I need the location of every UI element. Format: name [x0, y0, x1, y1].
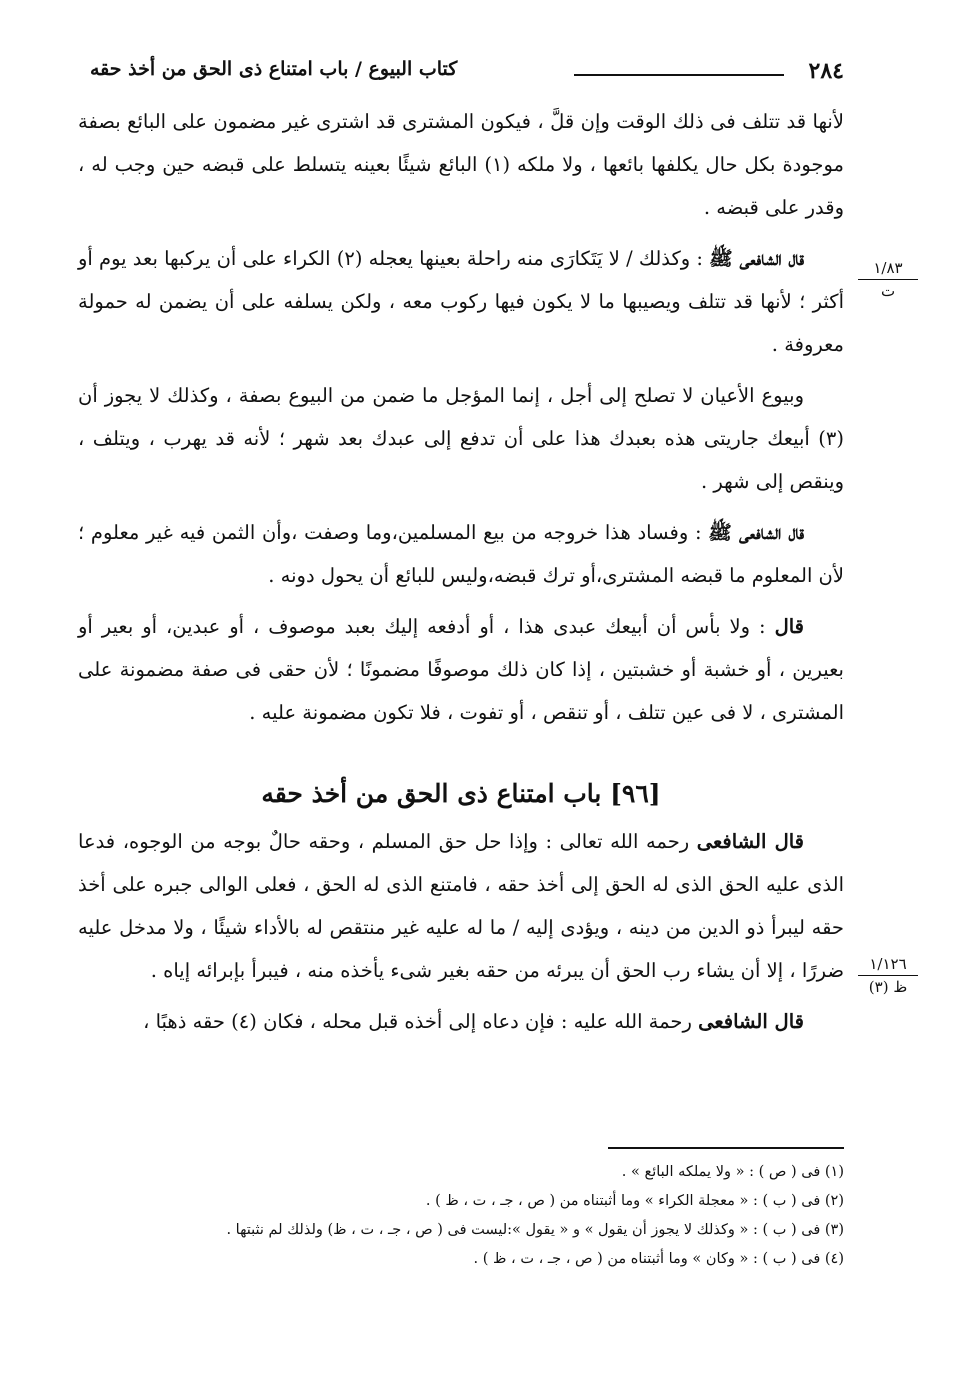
margin-note-sigla: ظ (٣) [868, 978, 908, 996]
footnote: (٤) فى ( ب ) : « وكان » وما أثبتناه من ( ص ، جـ ، ت ، ظ ) . [473, 1251, 844, 1267]
margin-note-ms-t [858, 259, 918, 300]
paragraph [78, 1000, 844, 1043]
footnote: (٣) فى ( ب ) : « وكذلك لا يجوز أن يقول » و « يقول »:ليست فى ( ص ، جـ ، ت ، ظ) ولذلك لم نثبتها . [226, 1222, 844, 1238]
paragraph-text: رحمه الله تعالى : وإذا حل حق المسلم ، وحقه حالٌ بوجه من الوجوه، فدعا الذى عليه الحق الذى له الحق إلى أخذ حقه ، فامتنع الذى له الحق ، فعلى الوالى جبره على أخذ حقه ليبرأ ذو الدين من دينه ، ويؤدى إليه / ما له عليه غير منتقص له بالأداء شيئًا ، ولا مدخل عليه ضررًا ، إلا أن يشاء رب الحق أن يبرئه من حقه بغير شىء يأخذه منه ، فيبرأ بإبرائه إياه . [78, 830, 844, 982]
chapter-heading: [٩٦] باب امتناع ذى الحق من أخذ حقه [261, 779, 661, 808]
main-text [78, 100, 844, 1051]
margin-note-ref: ١/٨٣ [858, 259, 918, 280]
paragraph [78, 511, 844, 597]
speaker-name: قال [774, 615, 804, 638]
paragraph-text: : ولا بأس أن أبيعك عبدى هذا ، أو أدفعه إليك بعبد موصوف ، أو عبدين، أو بعير أو بعيرين ، أو خشبة أو خشبتين ، إذا كان ذلك موصوفًا مضمونًا ؛ لأن حقى فى صفة مضمونة على المشترى ، لا فى عين تتلف ، أو تنقص ، أو تفوت ، فلا تكون مضمونة عليه . [78, 615, 844, 724]
footnote: (١) فى ( ص ) : « ولا يملكه البائع » . [621, 1164, 844, 1180]
paragraph [78, 237, 844, 366]
speaker-name: قال الشافعى ﷺ [709, 247, 804, 270]
speaker-name: قال الشافعى [696, 830, 804, 853]
paragraph-text: رحمة الله عليه : فإن دعاه إلى أخذه قبل محله ، فكان (٤) حقه ذهبًا ، [143, 1010, 699, 1033]
footnote-rule [608, 1147, 844, 1149]
paragraph-text: : وكذلك / لا يَتَكارَى منه راحلة بعينها يعجله (٢) الكراء على أن يركبها بعد يوم أو أكثر ؛ لأنها قد تتلف ويصيبها ما لا يكون فيها ركوب معه ، ولكن يسلفه على أن يضمن له حمولة معروفة . [78, 247, 844, 356]
paragraph-text: لأنها قد تتلف فى ذلك الوقت وإن قلَّ ، فيكون المشترى قد اشترى غير مضمون على البائع بصفة موجودة بكل حال يكلفها بائعها ، ولا ملكه (١) البائع شيئًا بعينه يتسلط على قبضه حين وجب له ، وقدر على قبضه . [78, 110, 844, 219]
running-header [90, 54, 844, 94]
speaker-name: قال الشافعى [698, 1010, 804, 1033]
paragraph [78, 605, 844, 734]
paragraph [78, 820, 844, 992]
page-number: ٢٨٤ [808, 58, 844, 84]
paragraph-text: وبيوع الأعيان لا تصلح إلى أجل ، إنما المؤجل ما ضمن من البيوع بصفة ، وكذلك لا يجوز أن (٣) أبيعك جاريتى هذه بعبدك هذا على أن تدفع إلى عبدك بعد شهر ؛ لأنه قد يهرب ، ويتلف ، وينقص إلى شهر . [78, 384, 844, 493]
margin-note-ms-z [858, 955, 918, 996]
paragraph-text: : وفساد هذا خروجه من بيع المسلمين،وما وصفت ،وأن الثمن فيه غير معلوم ؛لأن المعلوم ما قبضه المشترى،أو ترك قبضه،وليس للبائع أن يحول دونه . [78, 521, 844, 587]
paragraph [78, 100, 844, 229]
running-title: كتاب البيوع / باب امتناع ذى الحق من أخذ حقه [90, 58, 458, 80]
paragraph [78, 374, 844, 503]
margin-note-sigla: ت [880, 282, 896, 300]
footnote: (٢) فى ( ب ) : « معجلة الكراء » وما أثبتناه من ( ص ، جـ ، ت ، ظ ) . [425, 1193, 844, 1209]
speaker-name: قال الشافعى ﷺ [708, 521, 804, 544]
footnotes [226, 1158, 844, 1274]
header-rule [574, 74, 784, 76]
margin-note-ref: ١/١٢٦ [858, 955, 918, 976]
